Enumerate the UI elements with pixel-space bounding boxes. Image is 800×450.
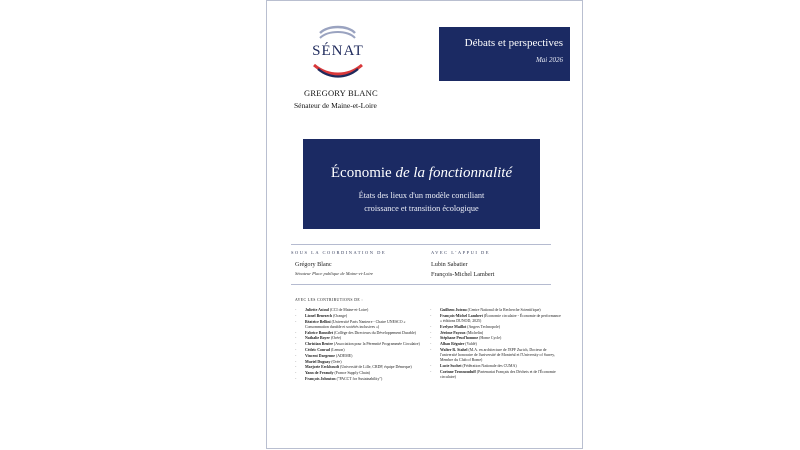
contributor-name: Corinne Tronnouduff xyxy=(440,369,476,374)
contributor-item xyxy=(430,308,562,313)
contributor-item xyxy=(430,336,562,341)
contributor-item xyxy=(430,342,562,347)
contributors-left-column xyxy=(295,308,427,383)
contributor-item xyxy=(295,365,427,370)
contributor-name: Evelyne Maillot xyxy=(440,324,467,329)
bullet-dash: - xyxy=(295,359,297,364)
contributor-affiliation: (Partenariat Français des Déchets et de l'Économie circulaire) xyxy=(440,369,556,380)
contributor-item xyxy=(295,371,427,376)
bullet-dash: - xyxy=(430,324,432,329)
bullet-dash: - xyxy=(295,336,297,341)
bullet-dash: - xyxy=(430,347,432,352)
contributor-name: François Johnston xyxy=(305,376,336,381)
divider-top xyxy=(291,244,551,245)
bullet-dash: - xyxy=(295,376,297,381)
title-part-2: de la fonctionnalité xyxy=(395,165,513,181)
document-title xyxy=(303,165,540,182)
contributor-name: Cédric Conrad xyxy=(305,347,330,352)
contributor-name: Béatrice Bellini xyxy=(305,319,331,324)
contributor-affiliation: (Collège des Directeurs du Développement Durable) xyxy=(333,330,416,335)
contributor-item xyxy=(295,320,427,330)
contributor-item xyxy=(295,308,427,313)
bullet-dash: - xyxy=(295,371,297,376)
support-label: AVEC L'APPUI DE xyxy=(431,250,490,255)
bullet-dash: - xyxy=(295,353,297,358)
series-title: Débats et perspectives xyxy=(464,37,563,49)
contributor-affiliation: (Angers Technopole) xyxy=(466,324,501,329)
contributor-affiliation: (Université Paris Nanterre - Chaire UNESCO « Consommation durable et sociétés inclusives ») xyxy=(305,319,406,329)
bullet-dash: - xyxy=(430,364,432,369)
author-title: Sénateur de Maine-et-Loire xyxy=(294,101,377,110)
bullet-dash: - xyxy=(430,369,432,374)
contributor-item xyxy=(295,342,427,347)
contributor-affiliation: (Association pour la Pérennité Programmée Circulaire) xyxy=(332,342,420,347)
bullet-dash: - xyxy=(430,342,432,347)
contributor-affiliation: (ADEME) xyxy=(335,353,353,358)
contributor-affiliation: (Orée) xyxy=(329,336,342,341)
contributor-name: Fabrice Bonnifet xyxy=(305,330,333,335)
document-subtitle xyxy=(313,190,530,215)
bullet-dash: - xyxy=(295,342,297,347)
contributor-item xyxy=(430,331,562,336)
contributor-item xyxy=(430,348,562,364)
coordinator-role: Sénateur Place publique de Maine-et-Loire xyxy=(295,271,374,276)
contributor-affiliation: (Valdé) xyxy=(464,342,477,347)
contributor-name: Christian Brutre xyxy=(305,342,333,347)
contributor-affiliation: (CCI de Maine-et-Loire) xyxy=(328,308,369,312)
support-name-2: François-Michel Lambert xyxy=(431,271,495,278)
contributors-right-column xyxy=(430,308,562,381)
contributor-name: Yann de Feraudy xyxy=(305,371,334,376)
subtitle-line-2: croissance et transition écologique xyxy=(364,203,479,213)
contributor-item xyxy=(295,360,427,365)
contributor-item xyxy=(430,325,562,330)
contributor-affiliation: (M.A. en architecture de l'EPF Zurich, Docteur de l'université honoraire de l'université de Montréal et l'University of Surrey, Membre du Club of Rome) xyxy=(440,347,555,363)
bullet-dash: - xyxy=(430,308,432,312)
contributor-name: Lucie Suchet xyxy=(440,364,462,369)
author-name: GREGORY BLANC xyxy=(304,88,378,98)
contributor-name: Alban Régnier xyxy=(440,342,465,347)
contributor-item xyxy=(430,364,562,369)
bullet-dash: - xyxy=(430,336,432,341)
contributor-name: Lionel Benezech xyxy=(305,313,333,318)
contributor-name: Stéphane Peud'homme xyxy=(440,336,479,341)
contributor-affiliation: (Lemon) xyxy=(329,347,345,352)
contributor-name: Nathalie Boyer xyxy=(305,336,330,341)
contributor-name: Marjorie Eeckhoudt xyxy=(305,365,340,370)
series-banner xyxy=(439,27,570,81)
document-cover xyxy=(266,0,583,449)
bullet-dash: - xyxy=(295,330,297,335)
contributor-item xyxy=(295,331,427,336)
contributor-name: François-Michel Lambert xyxy=(440,313,483,318)
series-date: Mai 2026 xyxy=(535,56,563,64)
contributions-label: AVEC LES CONTRIBUTIONS DE : xyxy=(295,298,363,302)
contributor-affiliation: (Université de Lille, CRDP, équipe Démeque) xyxy=(339,365,412,370)
contributor-affiliation: (Économie circulaire - Économie de performance » éditions DUNOD, 2025) xyxy=(440,313,561,323)
coordination-label: SOUS LA COORDINATION DE xyxy=(291,250,387,255)
contributor-item xyxy=(295,377,427,382)
contributor-item xyxy=(430,370,562,380)
bullet-dash: - xyxy=(295,313,297,318)
contributor-name: Juliette Astoul xyxy=(305,308,329,312)
contributor-name: Jérôme Payoux xyxy=(440,330,466,335)
support-name-1: Lubin Sabatier xyxy=(431,261,468,268)
contributor-affiliation: (France Supply Chain) xyxy=(333,371,370,376)
senat-logo xyxy=(300,25,374,85)
divider-bottom xyxy=(291,284,551,285)
contributor-item xyxy=(295,348,427,353)
contributor-item xyxy=(295,314,427,319)
title-part-1: Économie xyxy=(330,165,396,181)
contributor-item xyxy=(295,354,427,359)
bullet-dash: - xyxy=(295,365,297,370)
contributor-affiliation: (Orée) xyxy=(330,359,342,364)
bullet-dash: - xyxy=(295,308,297,312)
bullet-dash: - xyxy=(295,319,297,324)
contributor-item xyxy=(295,336,427,341)
subtitle-line-1: États des lieux d'un modèle conciliant xyxy=(358,191,485,200)
contributor-affiliation: (Centre National de la Recherche Scientifique) xyxy=(466,308,541,312)
logo-text: SÉNAT xyxy=(312,43,364,59)
contributor-affiliation: (Michelin) xyxy=(465,330,484,335)
contributor-name: Walter R. Stahel xyxy=(440,347,468,352)
coordinator-name: Grégory Blanc xyxy=(295,261,332,268)
bullet-dash: - xyxy=(430,330,432,335)
contributor-affiliation: (Orange) xyxy=(332,313,348,318)
bullet-dash: - xyxy=(430,313,432,318)
bullet-dash: - xyxy=(295,347,297,352)
contributor-affiliation: ("PACCT for Sustainability") xyxy=(335,376,383,381)
contributor-affiliation: (Home Cycle) xyxy=(478,336,502,341)
contributor-name: Vincent Dargenne xyxy=(305,353,336,358)
contributor-name: Guilhem Juteau xyxy=(440,308,467,312)
contributor-name: Muriel Duguay xyxy=(305,359,331,364)
contributor-affiliation: (Fédération Nationale des CUMA) xyxy=(461,364,517,369)
title-banner xyxy=(303,139,540,229)
contributor-item xyxy=(430,314,562,324)
